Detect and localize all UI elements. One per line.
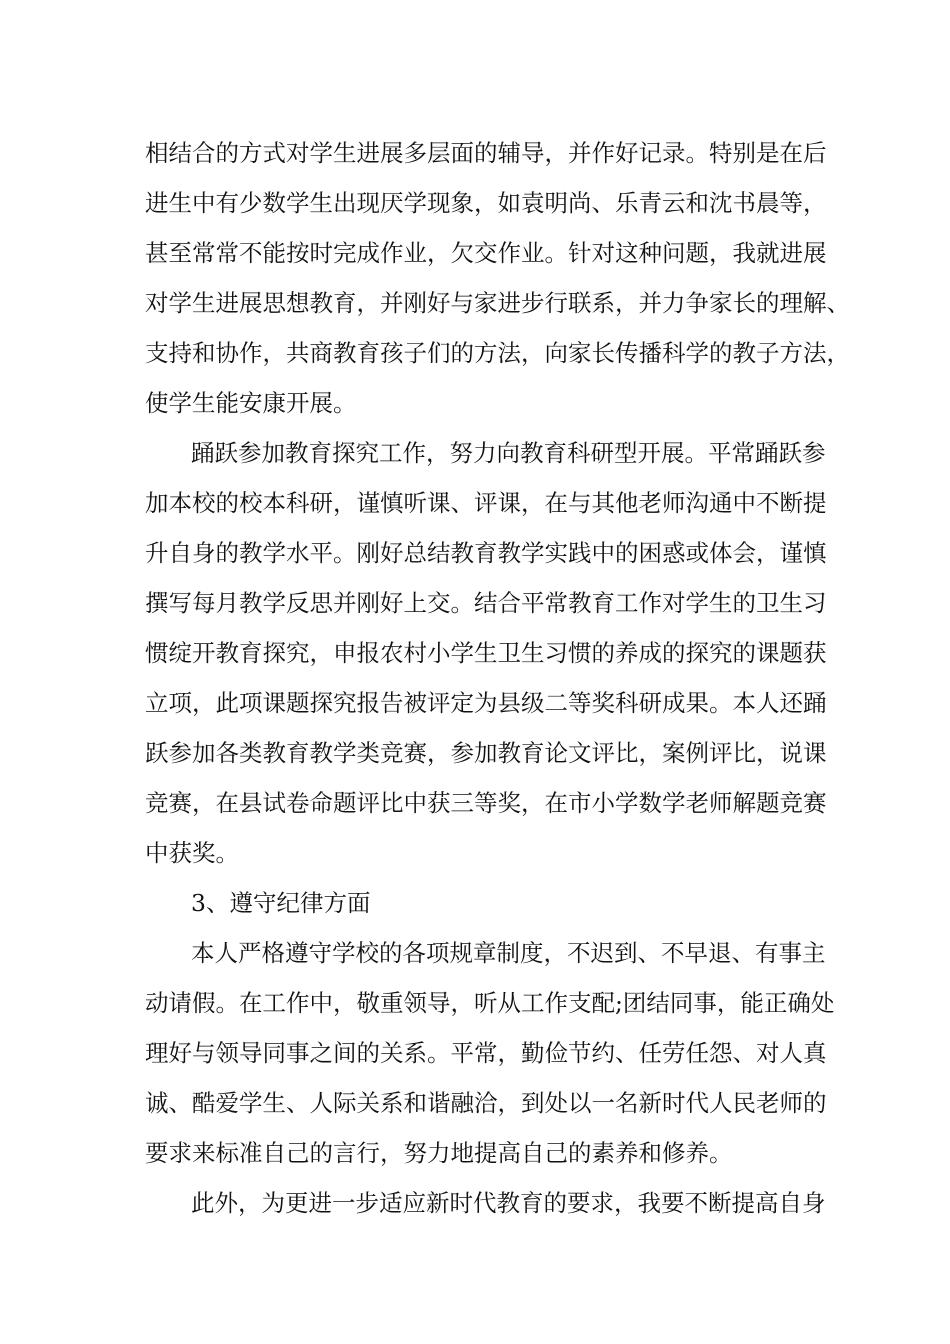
paragraph-first-line: 本人严格遵守学校的各项规章制度，不迟到、不早退、有事主: [191, 939, 826, 967]
paragraph-first-line: 踊跃参加教育探究工作，努力向教育科研型开展。平常踊跃参: [191, 439, 826, 467]
text-line: 相结合的方式对学生进展多层面的辅导，并作好记录。特别是在后: [145, 139, 827, 167]
text-line: 使学生能安康开展。: [145, 389, 357, 417]
text-line: 支持和协作，共商教育孩子们的方法，向家长传播科学的教子方法，: [145, 339, 850, 367]
text-line: 加本校的校本科研，谨慎听课、评课，在与其他老师沟通中不断提: [145, 489, 827, 517]
text-line: 甚至常常不能按时完成作业，欠交作业。针对这种问题，我就进展: [145, 239, 827, 267]
text-line: 进生中有少数学生出现厌学现象，如袁明尚、乐青云和沈书晨等，: [145, 189, 827, 217]
text-line: 动请假。在工作中，敬重领导，听从工作支配;团结同事，能正确处: [145, 989, 835, 1017]
paragraph-first-line: 此外，为更进一步适应新时代教育的要求，我要不断提高自身: [191, 1189, 826, 1217]
text-line: 竞赛，在县试卷命题评比中获三等奖，在市小学数学老师解题竞赛: [145, 789, 827, 817]
text-line: 立项，此项课题探究报告被评定为县级二等奖科研成果。本人还踊: [145, 689, 827, 717]
text-line: 跃参加各类教育教学类竞赛，参加教育论文评比，案例评比，说课: [145, 739, 827, 767]
text-line: 升自身的教学水平。刚好总结教育教学实践中的困惑或体会，谨慎: [145, 539, 827, 567]
text-line: 要求来标准自己的言行，努力地提高自己的素养和修养。: [145, 1139, 733, 1167]
text-line: 对学生进展思想教育，并刚好与家进步行联系，并力争家长的理解、: [145, 289, 850, 317]
text-line: 中获奖。: [145, 839, 239, 867]
text-line: 撰写每月教学反思并刚好上交。结合平常教育工作对学生的卫生习: [145, 589, 827, 617]
text-line: 理好与领导同事之间的关系。平常，勤俭节约、任劳任怨、对人真: [145, 1039, 827, 1067]
document-body: [145, 128, 850, 1228]
text-line: 惯绽开教育探究，申报农村小学生卫生习惯的养成的探究的课题获: [145, 639, 827, 667]
text-line: 诚、酷爱学生、人际关系和谐融洽，到处以一名新时代人民老师的: [145, 1089, 827, 1117]
section-heading: 3、遵守纪律方面: [191, 889, 371, 917]
